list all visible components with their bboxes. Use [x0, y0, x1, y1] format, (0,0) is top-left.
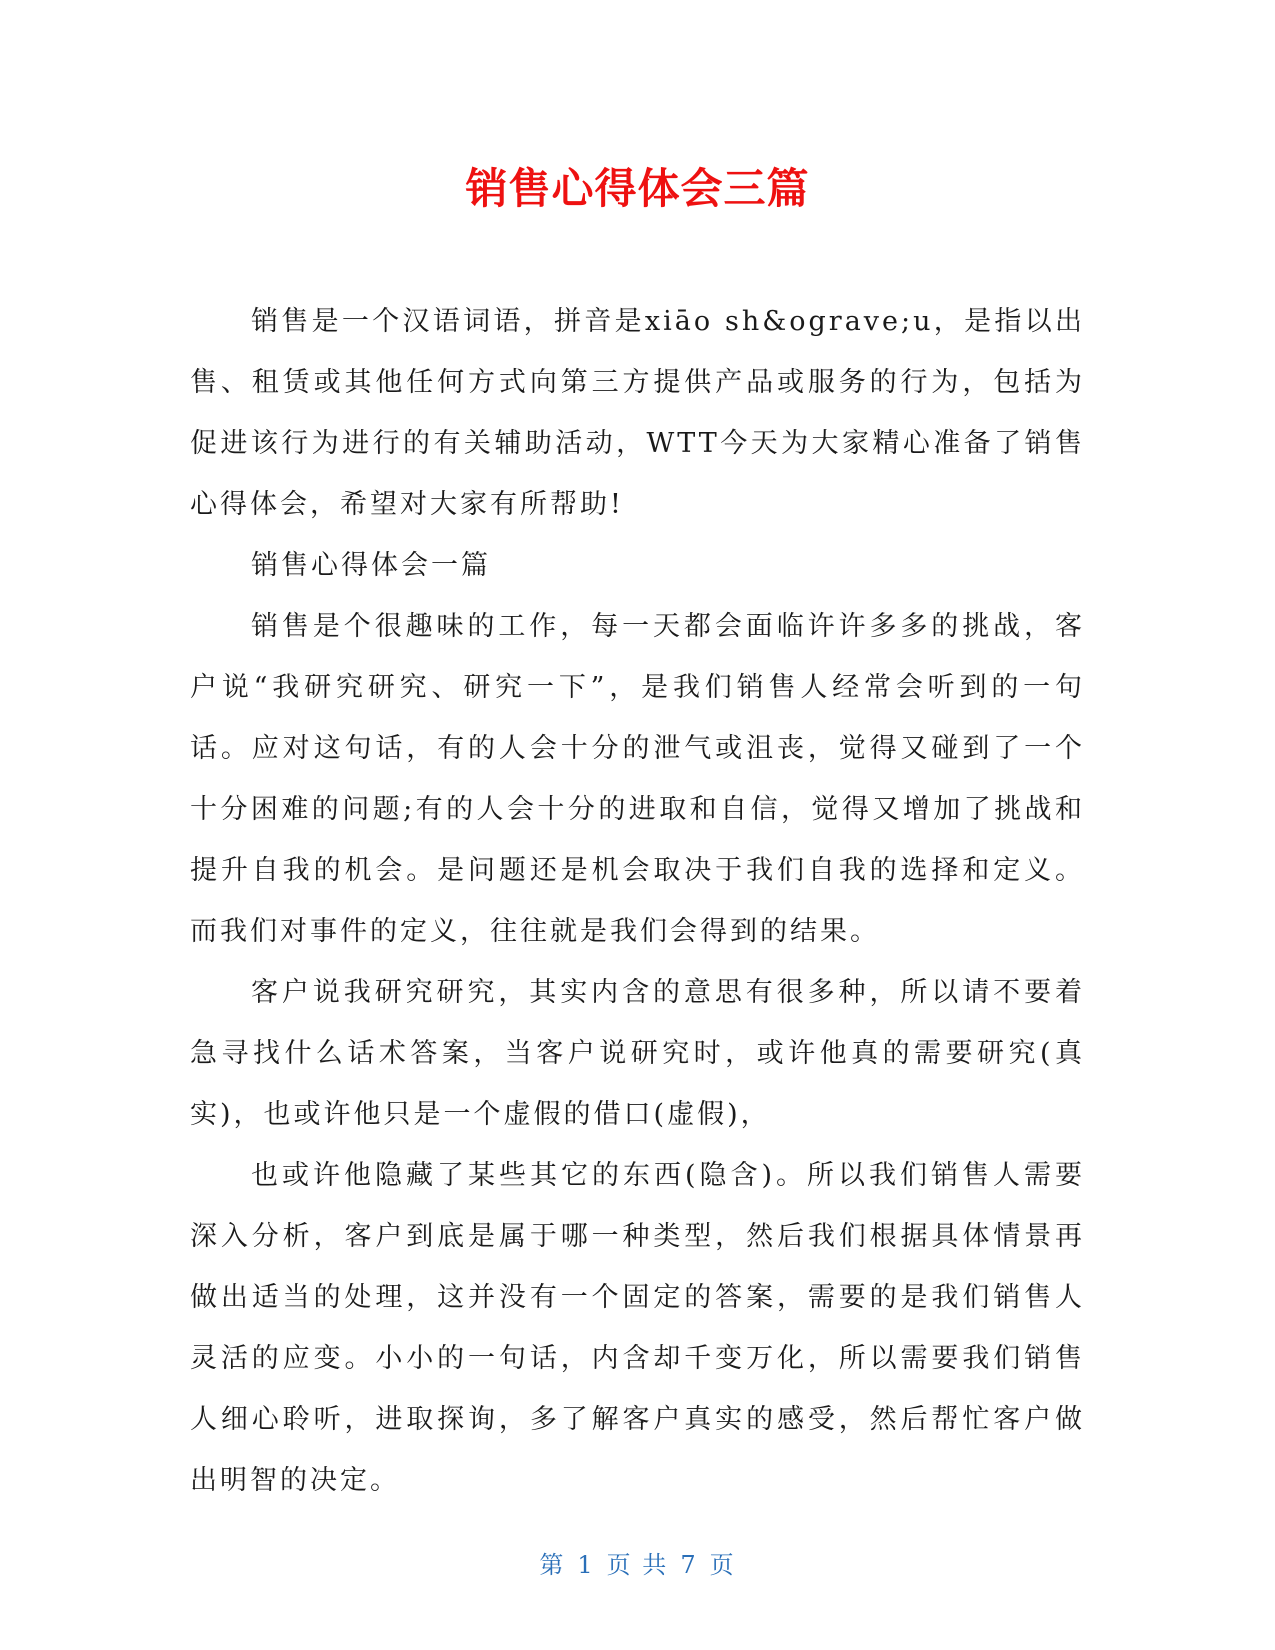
- page-footer: [0, 1545, 1275, 1580]
- paragraph: 客户说我研究研究，其实内含的意思有很多种，所以请不要着急寻找什么话术答案，当客户说研究时，或许他真的需要研究(真实)，也或许他只是一个虚假的借口(虚假)，: [190, 977, 1085, 1130]
- paragraph-intro: 销售是一个汉语词语，拼音是xiāo sh&ograve;u，是指以出售、租赁或其他任何方式向第三方提供产品或服务的行为，包括为促进该行为进行的有关辅助活动，WTT今天为大家精心准备了销售心得体会，希望对大家有所帮助!: [190, 306, 1085, 520]
- footer-suffix: 页: [709, 1551, 736, 1579]
- current-page-number: 1: [577, 1551, 595, 1579]
- document-title: 销售心得体会三篇: [465, 164, 810, 213]
- footer-prefix: 第: [539, 1551, 566, 1579]
- total-pages-number: 7: [680, 1551, 698, 1579]
- paragraph: 也或许他隐藏了某些其它的东西(隐含)。所以我们销售人需要深入分析，客户到底是属于哪一种类型，然后我们根据具体情景再做出适当的处理，这并没有一个固定的答案，需要的是我们销售人灵活的应变。小小的一句话，内含却千变万化，所以需要我们销售人细心聆听，进取探询，多了解客户真实的感受，然后帮忙客户做出明智的决定。: [190, 1160, 1085, 1496]
- footer-middle: 页 共: [606, 1551, 669, 1579]
- section-heading: 销售心得体会一篇: [251, 550, 491, 581]
- paragraph: 销售是个很趣味的工作，每一天都会面临许许多多的挑战，客户说“我研究研究、研究一下”，是我们销售人经常会听到的一句话。应对这句话，有的人会十分的泄气或沮丧，觉得又碰到了一个十分困难的问题;有的人会十分的进取和自信，觉得又增加了挑战和提升自我的机会。是问题还是机会取决于我们自我的选择和定义。而我们对事件的定义，往往就是我们会得到的结果。: [190, 611, 1085, 947]
- document-body: [190, 291, 1085, 1511]
